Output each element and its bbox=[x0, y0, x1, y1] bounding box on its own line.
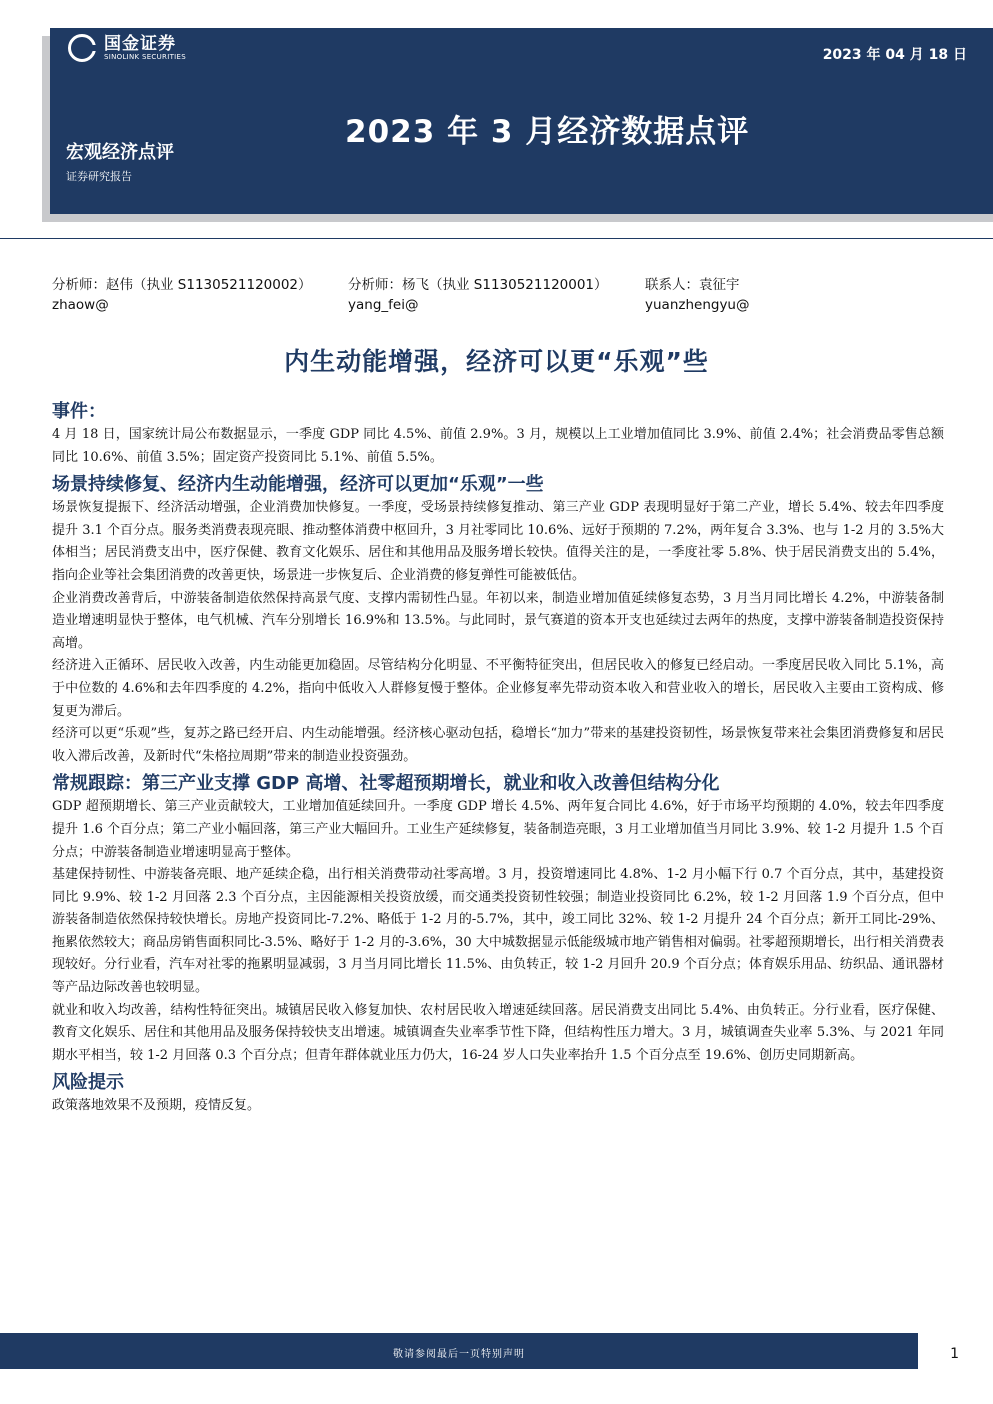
footer-disclaimer-link[interactable]: 敬请参阅最后一页特别声明 bbox=[393, 1349, 525, 1360]
paragraph: GDP 超预期增长、第三产业贡献较大，工业增加值延续回升。一季度 GDP 增长 4.5%、两年复合同比 4.6%，好于市场平均预期的 4.0%，较去年四季度提升 1.6 个百分点；第二产业小幅回落，第三产业大幅回升。工业生产延续修复，装备制造亮眼，3 月工业增加值当月同比 3.9%、较 1-2 月提升 1.5 个百分点；中游装备制造业增速明显高于整体。 bbox=[52, 799, 944, 860]
paragraph: 企业消费改善背后，中游装备制造依然保持高景气度、支撑内需韧性凸显。年初以来，制造业增加值延续修复态势，3 月当月同比增长 4.2%，中游装备制造业增速明显快于整体，电气机械、汽车分别增长 16.9%和 13.5%。与此同时，景气赛道的资本开支也延续过去两年的热度，支撑中游装备制造投资保持高增。 bbox=[52, 590, 944, 651]
section-title-event: 事件： bbox=[52, 401, 106, 422]
section-title-risk: 风险提示 bbox=[52, 1072, 124, 1094]
paragraph: 经济可以更“乐观”些，复苏之路已经开启、内生动能增强。经济核心驱动包括，稳增长“加力”带来的基建投资韧性，场景恢复带来社会集团消费修复和居民收入滞后改善，及新时代“朱格拉周期”带来的制造业投资强劲。 bbox=[52, 726, 944, 764]
logo-name-cn: 国金证券 bbox=[104, 33, 176, 54]
report-body bbox=[52, 396, 944, 1118]
report-date: 2023 年 04 月 18 日 bbox=[822, 47, 967, 63]
section-title-routine-tracking: 常规跟踪：第三产业支撑 GDP 高增、社零超预期增长，就业和收入改善但结构分化 bbox=[52, 773, 720, 795]
analyst-2 bbox=[348, 275, 608, 315]
analyst-1 bbox=[52, 275, 312, 315]
contact-email[interactable]: yuanzhengyu@ bbox=[645, 297, 750, 313]
logo-name-en: SINOLINK SECURITIES bbox=[104, 52, 186, 61]
analyst-1-email[interactable]: zhaow@ bbox=[52, 297, 109, 313]
section-title-scene-recovery: 场景持续修复、经济内生动能增强，经济可以更加“乐观”一些 bbox=[52, 474, 544, 496]
brand-logo bbox=[68, 34, 186, 62]
analyst-2-name: 分析师：杨飞（执业 S1130521120001） bbox=[348, 277, 608, 293]
report-title: 2023 年 3 月经济数据点评 bbox=[345, 114, 750, 150]
header-divider bbox=[0, 238, 993, 239]
paragraph: 就业和收入均改善，结构性特征突出。城镇居民收入修复加快、农村居民收入增速延续回落。居民消费支出同比 5.4%、由负转正。分行业看，医疗保健、教育文化娱乐、居住和其他用品及服务保持较快支出增速。城镇调查失业率季节性下降，但结构性压力增大。3 月，城镇调查失业率 5.3%、与 2021 年同期水平相当，较 1-2 月回落 0.3 个百分点；但青年群体就业压力仍大，16-24 岁人口失业率抬升 1.5 个百分点至 19.6%、创历史同期新高。 bbox=[52, 1002, 944, 1063]
report-category: 宏观经济点评 bbox=[66, 142, 174, 163]
report-headline: 内生动能增强，经济可以更“乐观”些 bbox=[284, 347, 709, 376]
risk-paragraph: 政策落地效果不及预期，疫情反复。 bbox=[52, 1098, 261, 1114]
contact-person bbox=[645, 275, 750, 315]
logo-circle-icon bbox=[68, 34, 96, 62]
paragraph: 经济进入正循环、居民收入改善，内生动能更加稳固。尽管结构分化明显、不平衡特征突出，但居民收入的修复已经启动。一季度居民收入同比 5.1%，高于中位数的 4.6%和去年四季度的 4.2%，指向中低收入人群修复慢于整体。企业修复率先带动资本收入和营业收入的增长，居民收入主要由工资构成、修复更为滞后。 bbox=[52, 658, 944, 719]
analyst-1-name: 分析师：赵伟（执业 S1130521120002） bbox=[52, 277, 312, 293]
contact-name: 联系人：袁征宇 bbox=[645, 277, 740, 293]
paragraph: 场景恢复提振下、经济活动增强，企业消费加快修复。一季度，受场景持续修复推动、第三产业 GDP 表现明显好于第二产业，增长 5.4%、较去年四季度提升 3.1 个百分点。服务类消费表现亮眼、推动整体消费中枢回升，3 月社零同比 10.6%、远好于预期的 7.2%，两年复合 3.3%、也与 1-2 月的 3.5%大体相当；居民消费支出中，医疗保健、教育文化娱乐、居住和其他用品及服务增长较快。值得关注的是，一季度社零 5.8%、快于居民消费支出的 5.4%，指向企业等社会集团消费的改善更快，场景进一步恢复后、企业消费的修复弹性可能被低估。 bbox=[52, 500, 944, 583]
event-paragraph: 4 月 18 日，国家统计局公布数据显示，一季度 GDP 同比 4.5%、前值 2.9%。3 月，规模以上工业增加值同比 3.9%、前值 2.4%；社会消费品零售总额同比 10.6%、前值 3.5%；固定资产投资同比 5.1%、前值 5.5%。 bbox=[52, 427, 944, 465]
report-subcategory: 证券研究报告 bbox=[66, 170, 132, 183]
paragraph: 基建保持韧性、中游装备亮眼、地产延续企稳，出行相关消费带动社零高增。3 月，投资增速同比 4.8%、1-2 月小幅下行 0.7 个百分点，其中，基建投资同比 9.9%、较 1-2 月回落 2.3 个百分点，主因能源相关投资放缓，而交通类投资韧性较强；制造业投资同比 6.2%，较 1-2 月回落 1.9 个百分点，但中游装备制造依然保持较快增长。房地产投资同比-7.2%、略低于 1-2 月的-5.7%，其中，竣工同比 32%、较 1-2 月提升 24 个百分点；新开工同比-29%、拖累依然较大；商品房销售面积同比-3.5%、略好于 1-2 月的-3.6%，30 大中城数据显示低能级城市地产销售相对偏弱。社零超预期增长，出行相关消费表现较好。分行业看，汽车对社零的拖累明显减弱，3 月当月同比增长 11.5%、由负转正，较 1-2 月回升 20.9 个百分点；体育娱乐用品、纺织品、通讯器材等产品边际改善也较明显。 bbox=[52, 867, 944, 996]
analyst-2-email[interactable]: yang_fei@ bbox=[348, 297, 419, 313]
page-number: 1 bbox=[950, 1346, 959, 1362]
